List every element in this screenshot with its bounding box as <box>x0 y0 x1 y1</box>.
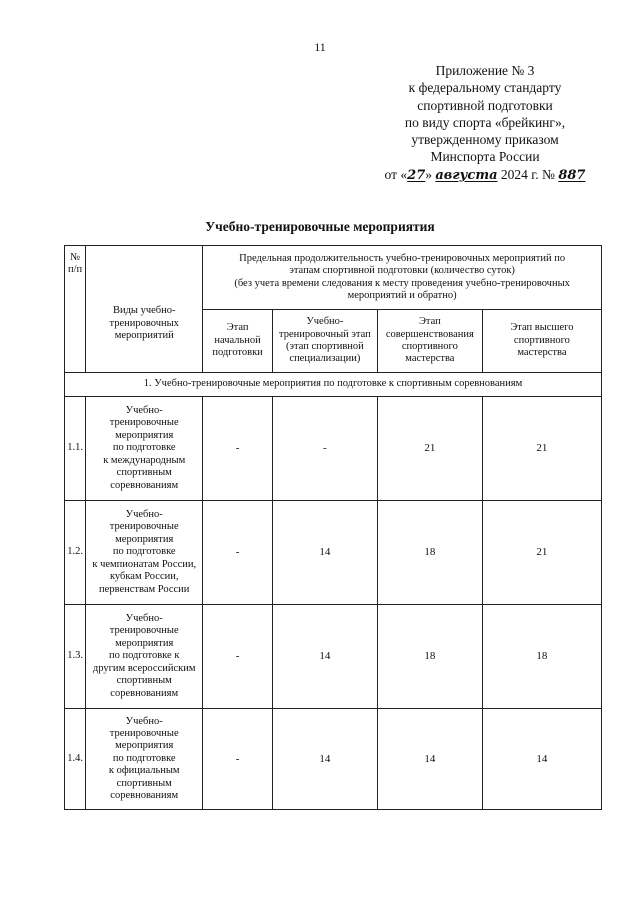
row-num: 1.2. <box>65 501 86 605</box>
row-num: 1.3. <box>65 605 86 709</box>
row-value: 14 <box>272 501 377 605</box>
appendix-line: утвержденному приказом <box>411 132 559 148</box>
appendix-line: к федеральному стандарту <box>408 80 562 96</box>
order-number: 887 <box>558 167 586 183</box>
row-name: Учебно- тренировочные мероприятия по подготовке к другим всероссийским спортивным соревнованиям <box>86 605 203 709</box>
row-value: - <box>272 397 377 501</box>
row-value: 14 <box>272 709 377 810</box>
row-value: - <box>203 501 273 605</box>
table-row <box>65 501 602 605</box>
row-value: 14 <box>377 709 482 810</box>
table-row <box>65 397 602 501</box>
row-value: - <box>203 397 273 501</box>
header-stage: Этап совершенствования спортивного мастерства <box>377 310 482 373</box>
table-header-row <box>65 246 602 310</box>
row-value: - <box>203 605 273 709</box>
row-value: 21 <box>482 397 601 501</box>
row-name: Учебно- тренировочные мероприятия по подготовке к официальным спортивным соревнованиям <box>86 709 203 810</box>
header-num: № п/п <box>65 246 86 373</box>
row-value: 14 <box>272 605 377 709</box>
row-name: Учебно- тренировочные мероприятия по подготовке к чемпионатам России, кубкам России, первенствам России <box>86 501 203 605</box>
section-title: 1. Учебно-тренировочные мероприятия по подготовке к спортивным соревнованиям <box>65 373 602 397</box>
row-value: 21 <box>482 501 601 605</box>
date-prefix: от « <box>384 166 408 182</box>
date-mid: » <box>425 166 432 182</box>
table-row <box>65 709 602 810</box>
appendix-line: Минспорта России <box>430 149 540 165</box>
table-row <box>65 605 602 709</box>
row-value: 18 <box>482 605 601 709</box>
training-events-table <box>64 245 602 810</box>
date-month: августа <box>435 167 498 183</box>
header-type: Виды учебно- тренировочных мероприятий <box>86 246 203 373</box>
row-num: 1.4. <box>65 709 86 810</box>
header-stage: Этап начальной подготовки <box>203 310 273 373</box>
row-value: - <box>203 709 273 810</box>
section-row <box>65 373 602 397</box>
appendix-block <box>360 62 610 184</box>
appendix-line: по виду спорта «брейкинг», <box>404 114 566 130</box>
page-number: 11 <box>314 40 326 54</box>
document-title: Учебно-тренировочные мероприятия <box>205 219 435 234</box>
row-value: 18 <box>377 605 482 709</box>
date-year: 2024 г. № <box>500 166 555 182</box>
appendix-line: спортивной подготовки <box>417 97 553 113</box>
row-value: 21 <box>377 397 482 501</box>
header-stage: Учебно- тренировочный этап (этап спортивной специализации) <box>272 310 377 373</box>
header-stage: Этап высшего спортивного мастерства <box>482 310 601 373</box>
row-name: Учебно- тренировочные мероприятия по подготовке к международным спортивным соревнованиям <box>86 397 203 501</box>
order-date-line <box>360 166 610 184</box>
appendix-line: Приложение № 3 <box>435 63 535 78</box>
header-duration: Предельная продолжительность учебно-тренировочных мероприятий по этапам спортивной подготовки (количество суток) (без учета времени следования к месту проведения учебно-тренировочных мероприятий и обратно) <box>203 246 602 310</box>
date-day: 27 <box>407 167 426 183</box>
row-value: 18 <box>377 501 482 605</box>
row-num: 1.1. <box>65 397 86 501</box>
row-value: 14 <box>482 709 601 810</box>
